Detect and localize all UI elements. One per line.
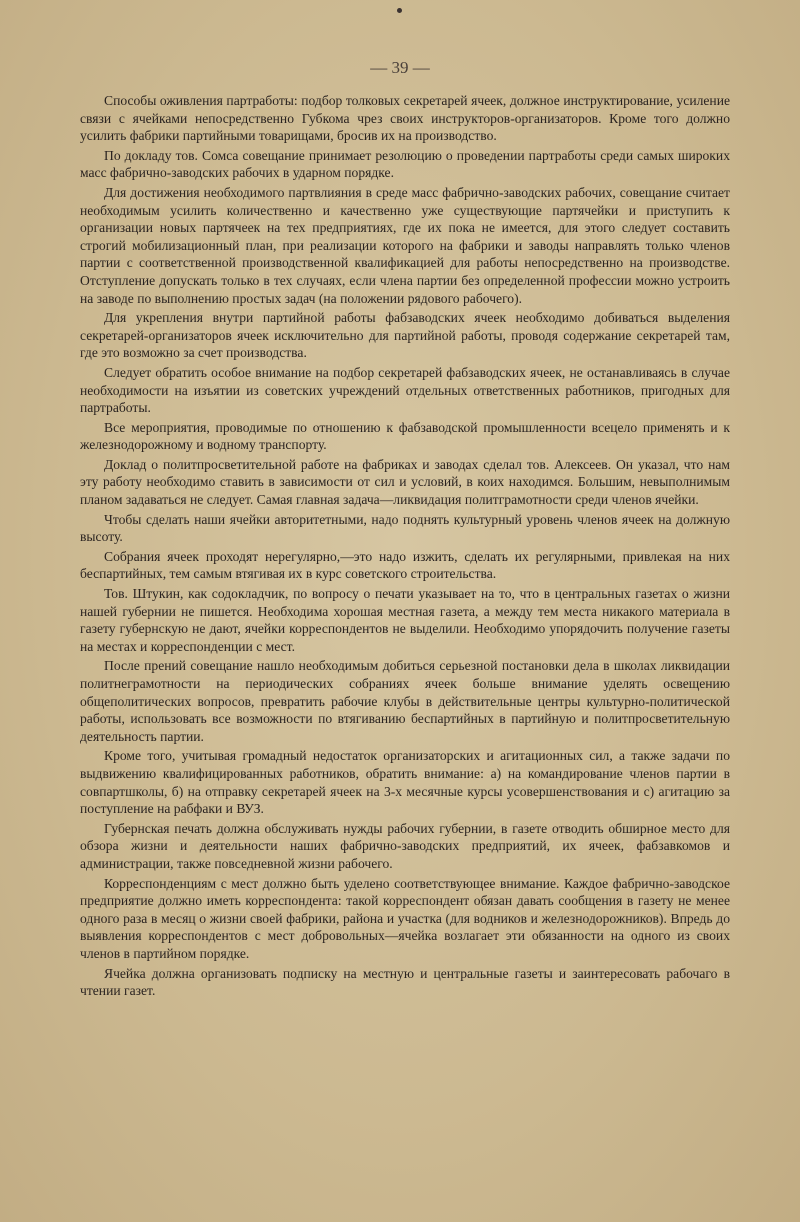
body-text	[80, 92, 730, 1002]
paragraph: После прений совещание нашло необходимым добиться серьезной постановки дела в школах ликвидации политнеграмотности на периодических собраниях ячеек больше внимание уделять освещению общеполитических вопросов, превратить рабочие клубы в действительные центры культурно-политической работы, использовать все возможности по втягиванию беспартийных в партийную и политпросветительную деятельность партии.	[80, 658, 730, 744]
paragraph: Ячейка должна организовать подписку на местную и центральные газеты и заинтересовать рабочаго в чтении газет.	[80, 965, 730, 999]
ink-dot	[397, 8, 402, 13]
paragraph: Следует обратить особое внимание на подбор секретарей фабзаводских ячеек, не останавливаясь в случае необходимости на изъятии из советских учреждений отдельных ответственных работников, пригодных для партработы.	[80, 364, 730, 416]
paragraph: Для укрепления внутри партийной работы фабзаводских ячеек необходимо добиваться выделения секретарей-организаторов ячеек исключительно для партийной работы, проводя содержание секретарей там, где это возможно за счет производства.	[80, 310, 730, 361]
paragraph: Губернская печать должна обслуживать нужды рабочих губернии, в газете отводить обширное место для обзора жизни и деятельности наших фабрично-заводских предприятий, их ячеек, фабзавкомов и администрации, также повседневной жизни рабочего.	[80, 820, 730, 871]
page-number: — 39 —	[370, 58, 430, 77]
paragraph: Корреспонденциям с мест должно быть уделено соответствующее внимание. Каждое фабрично-заводское предприятие должно иметь корреспондента: такой корреспондент обязан давать сообщения в газету не менее одного раза в месяц о жизни своей фабрики, района и участка (для водников и железнодорожников). Впредь до выявления корреспондентов с мест добровольных—ячейка возлагает эти обязанности на одного из своих членов в партийном порядке.	[80, 875, 730, 961]
paragraph: Чтобы сделать наши ячейки авторитетными, надо поднять культурный уровень членов ячеек на должную высоту.	[80, 511, 730, 545]
paragraph: По докладу тов. Сомса совещание принимает резолюцию о проведении партработы среди самых широких масс фабрично-заводских рабочих в ударном порядке.	[80, 147, 730, 181]
paragraph: Собрания ячеек проходят нерегулярно,—это надо изжить, сделать их регулярными, привлекая на них беспартийных, тем самым втягивая их в курс советского строительства.	[80, 548, 730, 582]
paragraph: Кроме того, учитывая громадный недостаток организаторских и агитационных сил, а также задачи по выдвижению квалифицированных работников, обратить внимание: а) на командирование членов партии в совпартшколы, б) на отправку секретарей ячеек на 3-х месячные курсы усовершенствования и с) агитацию за поступление на рабфаки и ВУЗ.	[80, 748, 730, 817]
paragraph: Тов. Штукин, как содокладчик, по вопросу о печати указывает на то, что в центральных газетах о жизни нашей губернии не пишется. Необходима хорошая местная газета, а между тем места никакого материала в газету губернскую не дают, ячейки корреспондентов не выделили. Необходимо упорядочить получение газеты на местах и корреспонденции с мест.	[80, 586, 730, 654]
paragraph: Все мероприятия, проводимые по отношению к фабзаводской промышленности всецело применять и к железнодорожному и водному транспорту.	[80, 419, 730, 453]
paragraph: Способы оживления партработы: подбор толковых секретарей ячеек, должное инструктирование, усиление связи с ячейками непосредственно Губкома чрез своих инструкторов-организаторов. Кроме того должно усилить фабрики партийными товарищами, бросив их на производство.	[80, 93, 730, 144]
paragraph: Доклад о политпросветительной работе на фабриках и заводах сделал тов. Алексеев. Он указал, что нам эту работу необходимо ставить в зависимости от сил и условий, в коих находимся. Большим, невыполнимым планом задаваться не следует. Самая главная задача—ликвидация политграмотности среди членов ячейки.	[80, 456, 730, 508]
paragraph: Для достижения необходимого партвлияния в среде масс фабрично-заводских рабочих, совещание считает необходимым усилить количественно и качественно уже существующие партячейки и приступить к организации новых партячеек на тех предприятиях, где их пока не имеется, для этого следует составить строгий мобилизационный план, при реализации которого на фабрики и заводы направлять только членов партии с соответственной производственной квалификацией для работы непосредственно на производстве. Отступление допускать только в тех случаях, если члена партии без определенной профессии можно устроить на заводе по выполнению простых задач (на положении рядового рабочего).	[80, 184, 730, 306]
